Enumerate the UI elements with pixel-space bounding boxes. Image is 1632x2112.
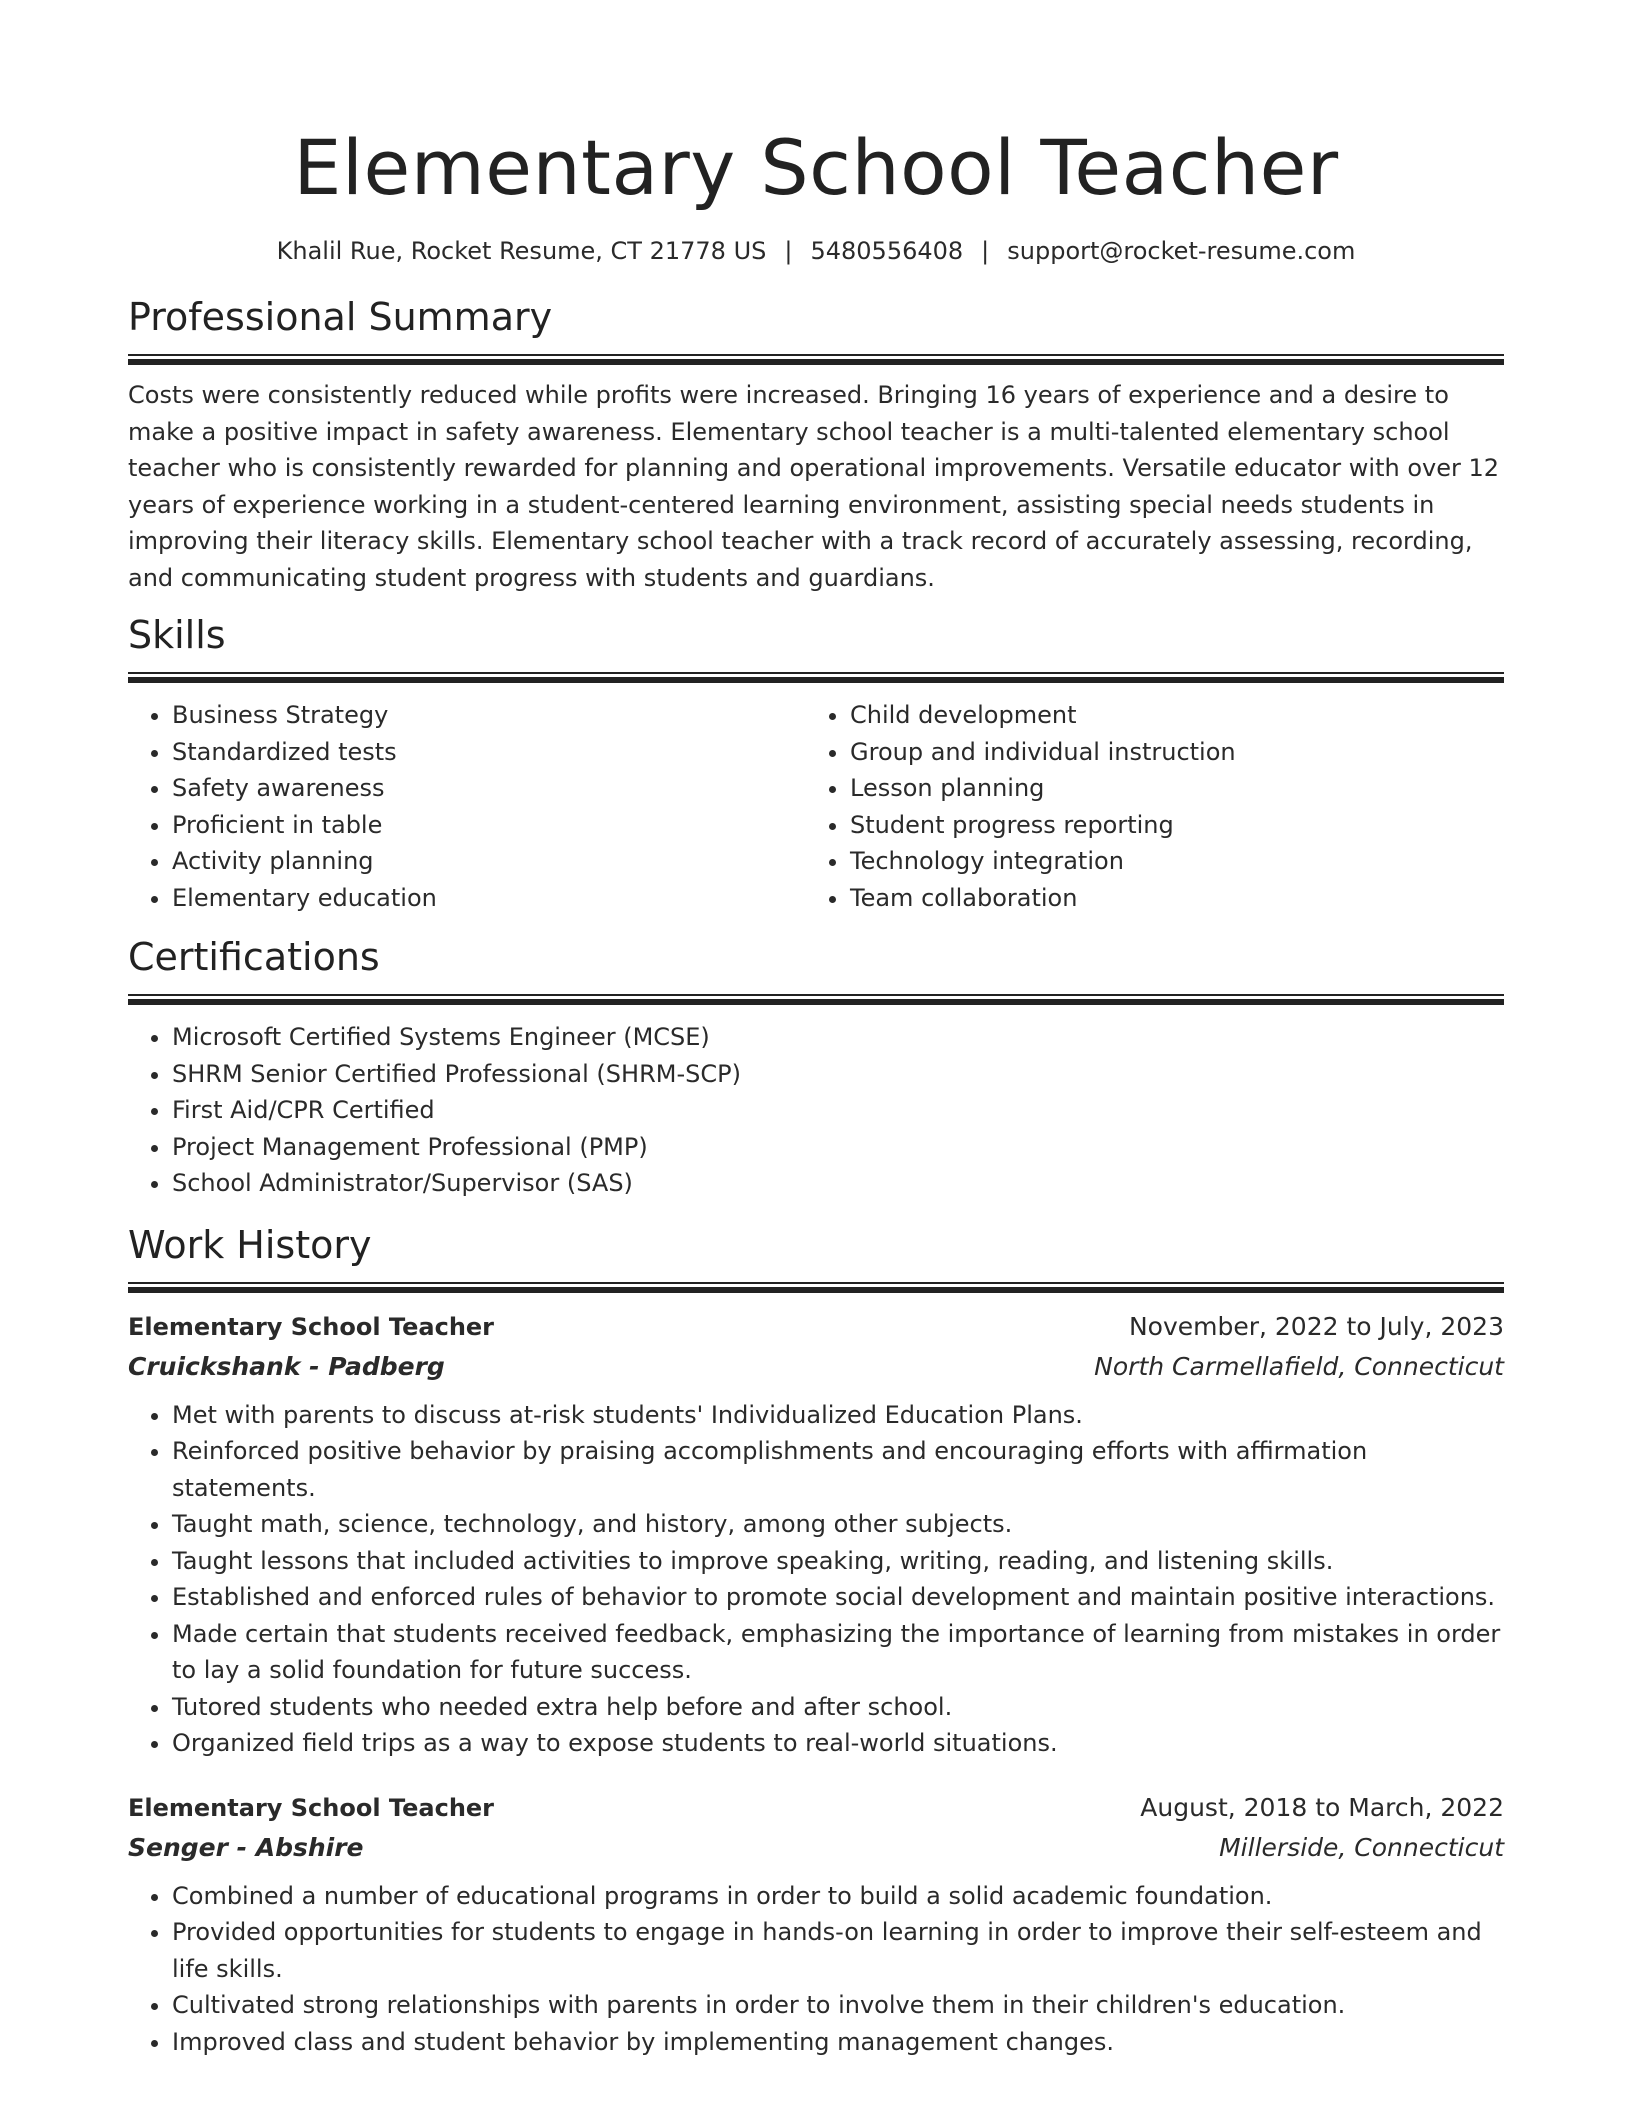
section-rule [128, 994, 1504, 1005]
job-location: North Carmellafield, Connecticut [1094, 1351, 1504, 1381]
contact-address: Khalil Rue, Rocket Resume, CT 21778 US [276, 237, 767, 265]
section-title-certifications: Certifications [128, 935, 380, 979]
job-bullets [128, 1397, 1504, 1762]
skill-item: • Standardized tests [172, 734, 806, 771]
certification-item: • School Administrator/Supervisor (SAS) [172, 1165, 1504, 1202]
section-title-skills: Skills [128, 613, 226, 657]
section-title-work-history: Work History [128, 1222, 372, 1267]
job-company: Cruickshank - Padberg [128, 1351, 445, 1381]
skill-item: • Child development [850, 697, 1484, 734]
contact-email: support@rocket-resume.com [1007, 237, 1356, 265]
job-company: Senger - Abshire [128, 1832, 364, 1862]
skill-item: • Lesson planning [850, 770, 1484, 807]
job-subheader [128, 1828, 1504, 1868]
job-subheader [128, 1347, 1504, 1387]
job-bullet: • Established and enforced rules of behavior to promote social development and maintain positive interactions. [172, 1579, 1504, 1616]
job-dates: November, 2022 to July, 2023 [1128, 1311, 1504, 1341]
job-title: Elementary School Teacher [128, 1793, 495, 1822]
job-bullets [128, 1878, 1504, 2061]
skills-column-left [128, 697, 806, 916]
certification-item: • First Aid/CPR Certified [172, 1092, 1504, 1129]
job-bullet: • Reinforced positive behavior by praising accomplishments and encouraging efforts with affirmation statements. [172, 1433, 1504, 1506]
certifications-section [128, 932, 1504, 1202]
certification-item: • Microsoft Certified Systems Engineer (MCSE) [172, 1019, 1504, 1056]
skill-item: • Technology integration [850, 843, 1484, 880]
job-bullet: • Taught lessons that included activities to improve speaking, writing, reading, and listening skills. [172, 1543, 1504, 1580]
skill-item: • Team collaboration [850, 880, 1484, 917]
job-entry [128, 1307, 1504, 1762]
skill-item: • Elementary education [172, 880, 806, 917]
contact-separator: | [981, 237, 990, 265]
skill-item: • Proficient in table [172, 807, 806, 844]
skill-item: • Business Strategy [172, 697, 806, 734]
job-bullet: • Provided opportunities for students to engage in hands-on learning in order to improve their self-esteem and life skills. [172, 1914, 1504, 1987]
job-entry [128, 1788, 1504, 2061]
skills-section [128, 610, 1504, 916]
job-bullet: • Made certain that students received feedback, emphasizing the importance of learning from mistakes in order to lay a solid foundation for future success. [172, 1616, 1504, 1689]
skills-column-right [806, 697, 1484, 916]
job-header [128, 1307, 1504, 1347]
job-bullet: • Organized field trips as a way to expose students to real-world situations. [172, 1725, 1504, 1762]
job-location: Millerside, Connecticut [1219, 1832, 1504, 1862]
job-bullet: • Tutored students who needed extra help before and after school. [172, 1689, 1504, 1726]
job-bullet: • Taught math, science, technology, and history, among other subjects. [172, 1506, 1504, 1543]
job-bullet: • Combined a number of educational programs in order to build a solid academic foundation. [172, 1878, 1504, 1915]
job-dates: August, 2018 to March, 2022 [1140, 1792, 1504, 1822]
job-title: Elementary School Teacher [128, 1312, 495, 1341]
contact-phone: 5480556408 [810, 237, 964, 265]
section-title-summary: Professional Summary [128, 295, 553, 339]
certifications-list [128, 1019, 1504, 1202]
summary-text: Costs were consistently reduced while profits were increased. Bringing 16 years of experience and a desire to make a positive impact in safety awareness. Elementary school teacher is a multi-talented elementary school teacher who is consistently rewarded for planning and operational improvements. Versatile educator with over 12 years of experience working in a student-centered learning environment, assisting special needs students in improving their literacy skills. Elementary school teacher with a track record of accurately assessing, recording, and communicating student progress with students and guardians. [128, 381, 1500, 592]
certification-item: • SHRM Senior Certified Professional (SHRM-SCP) [172, 1056, 1504, 1093]
work-history-section [128, 1220, 1504, 2061]
job-header [128, 1788, 1504, 1828]
section-rule [128, 1282, 1504, 1293]
contact-line [128, 234, 1504, 268]
resume-page [128, 0, 1504, 2060]
skills-grid [128, 697, 1504, 916]
job-bullet: • Improved class and student behavior by implementing management changes. [172, 2024, 1504, 2061]
skill-item: • Student progress reporting [850, 807, 1484, 844]
resume-name: Elementary School Teacher [293, 123, 1339, 212]
job-bullet: • Cultivated strong relationships with parents in order to involve them in their children's education. [172, 1987, 1504, 2024]
certification-item: • Project Management Professional (PMP) [172, 1129, 1504, 1166]
contact-separator: | [784, 237, 793, 265]
skill-item: • Group and individual instruction [850, 734, 1484, 771]
section-rule [128, 354, 1504, 365]
summary-section [128, 292, 1504, 596]
job-bullet: • Met with parents to discuss at-risk students' Individualized Education Plans. [172, 1397, 1504, 1434]
skill-item: • Safety awareness [172, 770, 806, 807]
section-rule [128, 672, 1504, 683]
skill-item: • Activity planning [172, 843, 806, 880]
